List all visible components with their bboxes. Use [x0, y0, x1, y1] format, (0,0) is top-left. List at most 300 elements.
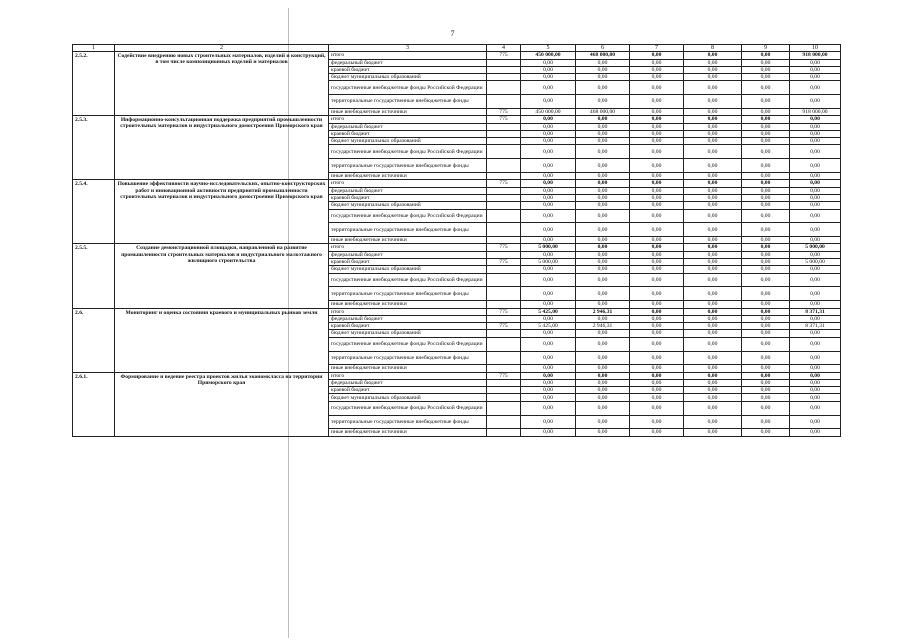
funding-source: краевой бюджет	[329, 387, 487, 394]
amount-cell: 0,00	[576, 394, 630, 401]
amount-cell: 0,00	[790, 301, 841, 308]
amount-cell: 0,00	[790, 287, 841, 301]
amount-cell: 0,00	[630, 194, 684, 201]
funding-source: краевой бюджет	[329, 323, 487, 330]
amount-cell: 0,00	[521, 95, 576, 109]
amount-cell: 0,00	[742, 308, 790, 315]
funding-source: краевой бюджет	[329, 130, 487, 137]
amount-cell: 0,00	[521, 266, 576, 273]
responsible-code: 775	[487, 323, 521, 330]
amount-cell: 0,00	[521, 123, 576, 130]
amount-cell: 0,00	[521, 415, 576, 429]
amount-cell: 0,00	[790, 251, 841, 258]
amount-cell: 468 000,00	[576, 52, 630, 59]
amount-cell: 0,00	[630, 66, 684, 73]
amount-cell: 0,00	[630, 138, 684, 145]
item-name: Содействие внедрению новых строительных материалов, изделий и конструкций, в том числе композиционных изделий и материалов	[115, 52, 329, 116]
funding-source: бюджет муниципальных образований	[329, 138, 487, 145]
amount-cell: 0,00	[742, 301, 790, 308]
amount-cell: 0,00	[742, 379, 790, 386]
amount-cell: 0,00	[576, 138, 630, 145]
item-name: Мониторинг и оценка состояния краевого и муниципальных рынков земли	[115, 308, 329, 372]
amount-cell: 0,00	[576, 251, 630, 258]
amount-cell: 0,00	[630, 372, 684, 379]
amount-cell: 0,00	[576, 95, 630, 109]
amount-cell: 0,00	[790, 202, 841, 209]
amount-cell: 0,00	[684, 429, 742, 436]
amount-cell: 0,00	[790, 351, 841, 365]
amount-cell: 0,00	[576, 273, 630, 287]
funding-source: бюджет муниципальных образований	[329, 74, 487, 81]
amount-cell: 450 000,00	[521, 52, 576, 59]
amount-cell: 0,00	[630, 108, 684, 115]
amount-cell: 0,00	[742, 116, 790, 123]
amount-cell: 0,00	[684, 145, 742, 159]
amount-cell: 0,00	[630, 379, 684, 386]
amount-cell: 0,00	[684, 202, 742, 209]
funding-source: государственные внебюджетные фонды Российской Федерации	[329, 273, 487, 287]
amount-cell: 0,00	[576, 130, 630, 137]
amount-cell: 0,00	[790, 187, 841, 194]
amount-cell: 0,00	[742, 259, 790, 266]
amount-cell: 0,00	[684, 379, 742, 386]
amount-cell: 0,00	[576, 66, 630, 73]
amount-cell: 0,00	[684, 138, 742, 145]
funding-source: федеральный бюджет	[329, 379, 487, 386]
amount-cell: 0,00	[521, 287, 576, 301]
responsible-code	[487, 223, 521, 237]
amount-cell: 0,00	[684, 180, 742, 187]
amount-cell: 0,00	[630, 330, 684, 337]
amount-cell: 0,00	[630, 415, 684, 429]
amount-cell: 0,00	[742, 123, 790, 130]
amount-cell: 5 000,00	[790, 259, 841, 266]
funding-source: территориальные государственные внебюджетные фонды	[329, 95, 487, 109]
responsible-code	[487, 287, 521, 301]
amount-cell: 0,00	[742, 415, 790, 429]
budget-table	[72, 44, 841, 437]
amount-cell: 0,00	[576, 301, 630, 308]
amount-cell: 0,00	[630, 145, 684, 159]
amount-cell: 0,00	[684, 266, 742, 273]
table-row	[73, 308, 841, 315]
responsible-code	[487, 187, 521, 194]
funding-source: бюджет муниципальных образований	[329, 202, 487, 209]
amount-cell: 0,00	[630, 394, 684, 401]
responsible-code	[487, 81, 521, 95]
amount-cell: 0,00	[684, 287, 742, 301]
amount-cell: 0,00	[790, 159, 841, 173]
amount-cell: 0,00	[576, 365, 630, 372]
amount-cell: 0,00	[684, 81, 742, 95]
amount-cell: 918 000,00	[790, 52, 841, 59]
table-row	[73, 116, 841, 123]
responsible-code	[487, 173, 521, 180]
amount-cell: 0,00	[630, 387, 684, 394]
responsible-code	[487, 209, 521, 223]
amount-cell: 0,00	[521, 401, 576, 415]
responsible-code: 775	[487, 259, 521, 266]
amount-cell: 0,00	[684, 66, 742, 73]
funding-source: иные внебюджетные источники	[329, 365, 487, 372]
amount-cell: 0,00	[521, 372, 576, 379]
col-number: 1	[73, 45, 115, 52]
amount-cell: 0,00	[790, 209, 841, 223]
amount-cell: 0,00	[521, 138, 576, 145]
amount-cell: 0,00	[790, 59, 841, 66]
item-code: 2.5.4.	[73, 180, 115, 244]
responsible-code	[487, 415, 521, 429]
amount-cell: 0,00	[630, 266, 684, 273]
funding-source: итого	[329, 244, 487, 251]
funding-source: иные внебюджетные источники	[329, 301, 487, 308]
funding-source: итого	[329, 52, 487, 59]
amount-cell: 0,00	[684, 209, 742, 223]
funding-source: территориальные государственные внебюджетные фонды	[329, 223, 487, 237]
amount-cell: 0,00	[684, 237, 742, 244]
amount-cell: 0,00	[742, 351, 790, 365]
amount-cell: 8 371,31	[790, 323, 841, 330]
amount-cell: 0,00	[742, 244, 790, 251]
amount-cell: 0,00	[790, 130, 841, 137]
amount-cell: 0,00	[742, 365, 790, 372]
amount-cell: 0,00	[684, 415, 742, 429]
amount-cell: 0,00	[630, 173, 684, 180]
amount-cell: 0,00	[742, 223, 790, 237]
amount-cell: 0,00	[521, 251, 576, 258]
amount-cell: 0,00	[742, 337, 790, 351]
amount-cell: 0,00	[742, 66, 790, 73]
item-name: Повышение эффективности научно-исследовательских, опытно-конструкторских работ и инновационной активности предприятий промышленности строительных материалов и индустриального домостроения Приморского края	[115, 180, 329, 244]
funding-source: государственные внебюджетные фонды Российской Федерации	[329, 337, 487, 351]
amount-cell: 0,00	[630, 130, 684, 137]
responsible-code	[487, 365, 521, 372]
amount-cell: 0,00	[630, 323, 684, 330]
amount-cell: 0,00	[684, 59, 742, 66]
amount-cell: 0,00	[630, 116, 684, 123]
amount-cell: 0,00	[630, 351, 684, 365]
responsible-code: 775	[487, 308, 521, 315]
amount-cell: 0,00	[521, 130, 576, 137]
amount-cell: 0,00	[684, 394, 742, 401]
amount-cell: 0,00	[742, 130, 790, 137]
amount-cell: 5 425,00	[521, 323, 576, 330]
funding-source: государственные внебюджетные фонды Российской Федерации	[329, 401, 487, 415]
amount-cell: 0,00	[684, 323, 742, 330]
amount-cell: 0,00	[521, 59, 576, 66]
amount-cell: 0,00	[630, 308, 684, 315]
table-row	[73, 52, 841, 59]
amount-cell: 0,00	[521, 81, 576, 95]
amount-cell: 0,00	[742, 159, 790, 173]
amount-cell: 0,00	[684, 337, 742, 351]
amount-cell: 0,00	[521, 194, 576, 201]
amount-cell: 0,00	[742, 202, 790, 209]
amount-cell: 0,00	[684, 315, 742, 322]
amount-cell: 0,00	[576, 74, 630, 81]
amount-cell: 0,00	[742, 138, 790, 145]
page-number: 7	[450, 29, 455, 38]
funding-source: федеральный бюджет	[329, 59, 487, 66]
amount-cell: 0,00	[576, 287, 630, 301]
col-number: 3	[329, 45, 487, 52]
amount-cell: 0,00	[684, 251, 742, 258]
amount-cell: 0,00	[790, 337, 841, 351]
amount-cell: 0,00	[630, 159, 684, 173]
amount-cell: 0,00	[630, 223, 684, 237]
col-number: 7	[630, 45, 684, 52]
amount-cell: 0,00	[790, 330, 841, 337]
amount-cell: 0,00	[630, 187, 684, 194]
amount-cell: 0,00	[576, 194, 630, 201]
amount-cell: 0,00	[576, 159, 630, 173]
amount-cell: 0,00	[790, 372, 841, 379]
amount-cell: 0,00	[790, 273, 841, 287]
amount-cell: 8 371,31	[790, 308, 841, 315]
responsible-code	[487, 123, 521, 130]
amount-cell: 2 946,31	[576, 323, 630, 330]
amount-cell: 0,00	[684, 52, 742, 59]
item-code: 2.5.5.	[73, 244, 115, 308]
amount-cell: 0,00	[576, 330, 630, 337]
amount-cell: 0,00	[684, 173, 742, 180]
amount-cell: 0,00	[576, 209, 630, 223]
amount-cell: 0,00	[576, 187, 630, 194]
amount-cell: 0,00	[576, 59, 630, 66]
responsible-code	[487, 351, 521, 365]
amount-cell: 0,00	[684, 194, 742, 201]
funding-source: итого	[329, 116, 487, 123]
amount-cell: 0,00	[630, 259, 684, 266]
responsible-code: 775	[487, 180, 521, 187]
responsible-code	[487, 266, 521, 273]
funding-source: государственные внебюджетные фонды Российской Федерации	[329, 81, 487, 95]
responsible-code	[487, 379, 521, 386]
responsible-code	[487, 251, 521, 258]
responsible-code: 775	[487, 108, 521, 115]
amount-cell: 0,00	[521, 351, 576, 365]
amount-cell: 0,00	[630, 237, 684, 244]
funding-source: итого	[329, 308, 487, 315]
amount-cell: 0,00	[684, 330, 742, 337]
amount-cell: 0,00	[684, 259, 742, 266]
col-number: 5	[521, 45, 576, 52]
amount-cell: 0,00	[742, 429, 790, 436]
amount-cell: 0,00	[630, 244, 684, 251]
funding-source: территориальные государственные внебюджетные фонды	[329, 159, 487, 173]
amount-cell: 0,00	[576, 372, 630, 379]
amount-cell: 0,00	[742, 315, 790, 322]
responsible-code	[487, 394, 521, 401]
responsible-code: 775	[487, 244, 521, 251]
amount-cell: 0,00	[742, 266, 790, 273]
column-number-row	[73, 45, 841, 52]
amount-cell: 0,00	[576, 237, 630, 244]
amount-cell: 0,00	[521, 74, 576, 81]
amount-cell: 0,00	[684, 223, 742, 237]
amount-cell: 0,00	[576, 244, 630, 251]
amount-cell: 0,00	[576, 387, 630, 394]
amount-cell: 0,00	[684, 187, 742, 194]
amount-cell: 0,00	[576, 145, 630, 159]
amount-cell: 0,00	[790, 315, 841, 322]
item-code: 2.6.	[73, 308, 115, 372]
funding-source: территориальные государственные внебюджетные фонды	[329, 351, 487, 365]
amount-cell: 0,00	[630, 401, 684, 415]
responsible-code	[487, 159, 521, 173]
amount-cell: 0,00	[521, 379, 576, 386]
funding-source: итого	[329, 372, 487, 379]
funding-source: территориальные государственные внебюджетные фонды	[329, 287, 487, 301]
amount-cell: 0,00	[684, 372, 742, 379]
funding-source: иные внебюджетные источники	[329, 237, 487, 244]
responsible-code	[487, 337, 521, 351]
responsible-code	[487, 237, 521, 244]
col-number: 2	[115, 45, 329, 52]
amount-cell: 0,00	[576, 81, 630, 95]
amount-cell: 0,00	[630, 59, 684, 66]
responsible-code	[487, 145, 521, 159]
item-name: Информационно-консультационная поддержка предприятий промышленности строительных материалов и индустриального домостроения Приморского края	[115, 116, 329, 180]
amount-cell: 0,00	[790, 266, 841, 273]
col-number: 10	[790, 45, 841, 52]
amount-cell: 0,00	[790, 379, 841, 386]
amount-cell: 0,00	[684, 401, 742, 415]
table-row	[73, 180, 841, 187]
amount-cell: 0,00	[576, 173, 630, 180]
amount-cell: 0,00	[521, 365, 576, 372]
amount-cell: 0,00	[630, 251, 684, 258]
amount-cell: 0,00	[521, 387, 576, 394]
amount-cell: 0,00	[521, 330, 576, 337]
amount-cell: 0,00	[684, 74, 742, 81]
funding-source: краевой бюджет	[329, 66, 487, 73]
amount-cell: 0,00	[742, 287, 790, 301]
amount-cell: 0,00	[790, 387, 841, 394]
amount-cell: 0,00	[576, 337, 630, 351]
amount-cell: 0,00	[684, 351, 742, 365]
funding-source: иные внебюджетные источники	[329, 173, 487, 180]
amount-cell: 0,00	[630, 74, 684, 81]
amount-cell: 0,00	[742, 387, 790, 394]
funding-source: федеральный бюджет	[329, 187, 487, 194]
amount-cell: 450 000,00	[521, 108, 576, 115]
amount-cell: 0,00	[521, 273, 576, 287]
amount-cell: 0,00	[684, 301, 742, 308]
amount-cell: 468 000,00	[576, 108, 630, 115]
amount-cell: 0,00	[630, 429, 684, 436]
amount-cell: 0,00	[742, 330, 790, 337]
funding-source: федеральный бюджет	[329, 315, 487, 322]
amount-cell: 0,00	[576, 202, 630, 209]
funding-source: государственные внебюджетные фонды Российской Федерации	[329, 209, 487, 223]
amount-cell: 0,00	[790, 415, 841, 429]
responsible-code	[487, 130, 521, 137]
amount-cell: 0,00	[742, 52, 790, 59]
amount-cell: 0,00	[742, 180, 790, 187]
item-code: 2.6.1.	[73, 372, 115, 436]
responsible-code	[487, 194, 521, 201]
responsible-code	[487, 95, 521, 109]
funding-source: бюджет муниципальных образований	[329, 266, 487, 273]
responsible-code	[487, 66, 521, 73]
amount-cell: 0,00	[790, 237, 841, 244]
amount-cell: 0,00	[742, 173, 790, 180]
amount-cell: 0,00	[684, 95, 742, 109]
amount-cell: 0,00	[576, 266, 630, 273]
amount-cell: 0,00	[521, 429, 576, 436]
amount-cell: 0,00	[521, 202, 576, 209]
amount-cell: 0,00	[630, 337, 684, 351]
responsible-code: 775	[487, 372, 521, 379]
amount-cell: 0,00	[630, 52, 684, 59]
amount-cell: 0,00	[521, 394, 576, 401]
responsible-code	[487, 273, 521, 287]
amount-cell: 0,00	[576, 259, 630, 266]
amount-cell: 0,00	[576, 223, 630, 237]
item-name: Формирование и ведение реестра проектов жилья экономкласса на территории Приморского края	[115, 372, 329, 436]
item-code: 2.5.3.	[73, 116, 115, 180]
funding-source: бюджет муниципальных образований	[329, 330, 487, 337]
amount-cell: 0,00	[790, 123, 841, 130]
amount-cell: 0,00	[742, 145, 790, 159]
col-number: 4	[487, 45, 521, 52]
amount-cell: 0,00	[790, 74, 841, 81]
funding-source: иные внебюджетные источники	[329, 108, 487, 115]
responsible-code	[487, 387, 521, 394]
funding-source: федеральный бюджет	[329, 123, 487, 130]
amount-cell: 0,00	[684, 244, 742, 251]
amount-cell: 0,00	[576, 315, 630, 322]
amount-cell: 0,00	[684, 159, 742, 173]
funding-source: краевой бюджет	[329, 194, 487, 201]
amount-cell: 0,00	[790, 145, 841, 159]
amount-cell: 0,00	[521, 173, 576, 180]
amount-cell: 0,00	[742, 372, 790, 379]
amount-cell: 0,00	[630, 209, 684, 223]
amount-cell: 0,00	[630, 95, 684, 109]
amount-cell: 0,00	[630, 365, 684, 372]
funding-source: государственные внебюджетные фонды Российской Федерации	[329, 145, 487, 159]
amount-cell: 0,00	[576, 401, 630, 415]
amount-cell: 0,00	[790, 401, 841, 415]
amount-cell: 0,00	[521, 145, 576, 159]
col-number: 6	[576, 45, 630, 52]
amount-cell: 0,00	[576, 429, 630, 436]
amount-cell: 0,00	[742, 81, 790, 95]
responsible-code	[487, 74, 521, 81]
item-name: Создание демонстрационной площадки, направленной на развитие промышленности строительных материалов и индустриального малоэтажного жилищного строительства	[115, 244, 329, 308]
amount-cell: 0,00	[742, 323, 790, 330]
amount-cell: 0,00	[742, 108, 790, 115]
amount-cell: 0,00	[521, 180, 576, 187]
amount-cell: 0,00	[790, 394, 841, 401]
amount-cell: 0,00	[576, 351, 630, 365]
amount-cell: 0,00	[521, 337, 576, 351]
col-number: 9	[742, 45, 790, 52]
amount-cell: 0,00	[790, 138, 841, 145]
amount-cell: 0,00	[630, 287, 684, 301]
amount-cell: 0,00	[742, 251, 790, 258]
amount-cell: 5 000,00	[790, 244, 841, 251]
table-row	[73, 244, 841, 251]
amount-cell: 5 000,00	[521, 244, 576, 251]
amount-cell: 0,00	[790, 223, 841, 237]
amount-cell: 0,00	[521, 315, 576, 322]
amount-cell: 0,00	[790, 173, 841, 180]
amount-cell: 0,00	[630, 301, 684, 308]
amount-cell: 0,00	[742, 237, 790, 244]
